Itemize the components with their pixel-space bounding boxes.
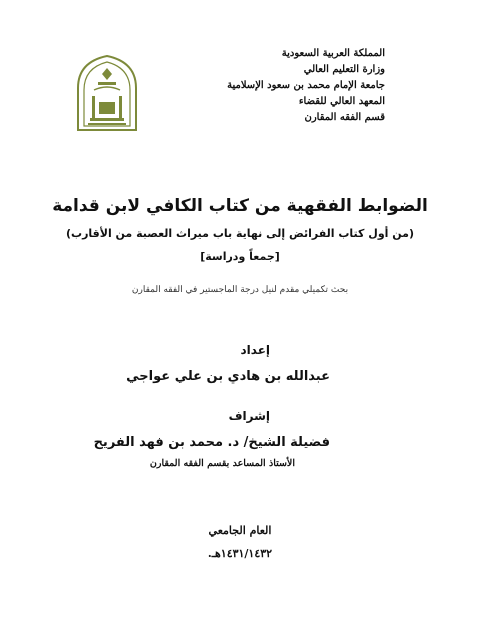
institution-header [227,46,385,126]
header-line-institute: المعهد العالي للقضاء [298,96,385,107]
thesis-subtitle: (من أول كتاب الفرائض إلى نهاية باب ميراث العصبة من الأقارب) [66,227,414,240]
author-name: عبدالله بن هادي بن علي عواجي [126,369,330,384]
university-emblem-icon [72,52,142,132]
header-line-department: قسم الفقه المقارن [304,112,385,123]
thesis-title: الضوابط الفقهية من كتاب الكافي لابن قدامة [52,196,428,216]
prepared-by-label: إعداد [240,343,270,357]
header-line-university: جامعة الإمام محمد بن سعود الإسلامية [227,80,385,91]
degree-note: بحث تكميلي مقدم لنيل درجة الماجستير في الفقه المقارن [131,285,349,295]
academic-year-label: العام الجامعي [208,524,272,537]
thesis-method: [جمعاً ودراسة] [200,250,280,263]
header-line-ministry: وزارة التعليم العالي [303,64,385,75]
academic-year-value: ١٤٣١/١٤٣٢هـ. [207,547,273,560]
header-line-country: المملكة العربية السعودية [281,48,385,59]
supervisor-title: الأستاذ المساعد بقسم الفقه المقارن [149,458,295,469]
supervision-label: إشراف [228,409,270,423]
supervisor-name: فضيلة الشيخ/ د. محمد بن فهد الفريح [93,435,330,450]
